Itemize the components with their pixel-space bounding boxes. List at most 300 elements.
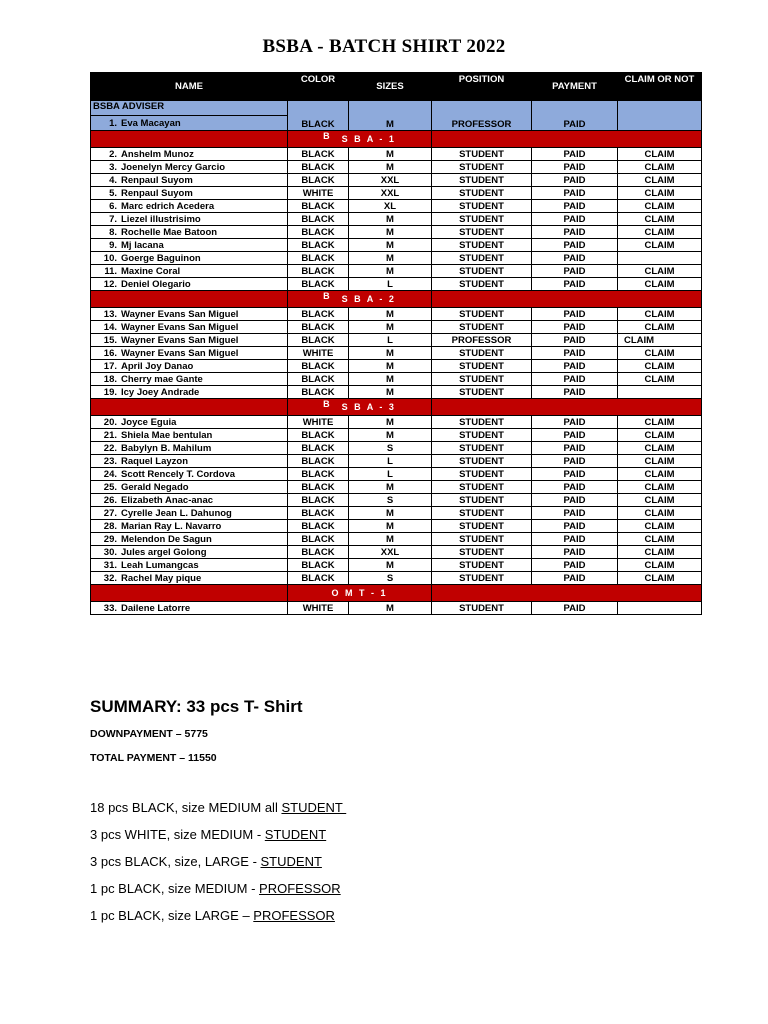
claim-cell: CLAIM	[618, 347, 702, 360]
claim-cell: CLAIM	[618, 429, 702, 442]
payment-cell: PAID	[532, 213, 618, 226]
adviser-payment: PAID	[532, 101, 618, 131]
table-row	[91, 347, 702, 360]
table-row	[91, 334, 702, 347]
table-row	[91, 360, 702, 373]
row-number: 17.	[103, 360, 117, 372]
row-number: 22.	[103, 442, 117, 454]
name-cell	[91, 200, 288, 213]
payment-cell: PAID	[532, 468, 618, 481]
color-cell: WHITE	[288, 187, 349, 200]
table-row	[91, 520, 702, 533]
color-cell: BLACK	[288, 494, 349, 507]
payment-cell: PAID	[532, 386, 618, 399]
size-cell: M	[349, 161, 432, 174]
row-name: Maxine Coral	[121, 265, 181, 277]
color-cell: BLACK	[288, 572, 349, 585]
claim-cell: CLAIM	[618, 239, 702, 252]
row-number: 10.	[103, 252, 117, 264]
color-cell: BLACK	[288, 559, 349, 572]
claim-cell	[618, 386, 702, 399]
row-number: 15.	[103, 334, 117, 346]
separator-cell	[91, 291, 288, 308]
row-name: Shiela Mae bentulan	[121, 429, 213, 441]
table-row	[91, 386, 702, 399]
group-separator-row	[91, 585, 702, 602]
row-name: Scott Rencely T. Cordova	[121, 468, 236, 480]
table-row	[91, 174, 702, 187]
row-number: 27.	[103, 507, 117, 519]
summary-line-role: STUDENT	[281, 800, 347, 815]
payment-cell: PAID	[532, 360, 618, 373]
table-row	[91, 278, 702, 291]
row-number: 23.	[103, 455, 117, 467]
payment-cell: PAID	[532, 334, 618, 347]
row-name: April Joy Danao	[121, 360, 194, 372]
row-name: Cherry mae Gante	[121, 373, 203, 385]
payment-cell: PAID	[532, 321, 618, 334]
name-cell	[91, 252, 288, 265]
color-cell: BLACK	[288, 239, 349, 252]
name-cell	[91, 533, 288, 546]
size-cell: M	[349, 559, 432, 572]
payment-cell: PAID	[532, 278, 618, 291]
name-cell	[91, 148, 288, 161]
row-number: 16.	[103, 347, 117, 359]
size-cell: L	[349, 278, 432, 291]
size-cell: M	[349, 148, 432, 161]
name-cell	[91, 494, 288, 507]
table-row	[91, 161, 702, 174]
row-number: 9.	[109, 239, 117, 251]
row-number: 21.	[103, 429, 117, 441]
summary-line-text: 1 pc BLACK, size MEDIUM -	[90, 881, 260, 896]
adviser-name: Eva Macayan	[121, 117, 181, 129]
payment-cell: PAID	[532, 308, 618, 321]
payment-cell: PAID	[532, 442, 618, 455]
row-number: 31.	[103, 559, 117, 571]
color-cell: BLACK	[288, 226, 349, 239]
summary-line-role: PROFESSOR	[259, 881, 341, 896]
summary-line	[90, 908, 335, 923]
name-cell	[91, 347, 288, 360]
table-row	[91, 213, 702, 226]
row-name: Goerge Baguinon	[121, 252, 201, 264]
header-payment: PAYMENT	[532, 73, 618, 101]
color-cell: BLACK	[288, 148, 349, 161]
row-name: Icy Joey Andrade	[121, 386, 200, 398]
row-number: 25.	[103, 481, 117, 493]
size-cell: M	[349, 321, 432, 334]
row-number: 13.	[103, 308, 117, 320]
name-cell	[91, 520, 288, 533]
summary-line-text: 18 pcs BLACK, size MEDIUM all	[90, 800, 282, 815]
group-separator-row	[91, 399, 702, 416]
name-cell	[91, 455, 288, 468]
size-cell: M	[349, 252, 432, 265]
claim-cell: CLAIM	[618, 373, 702, 386]
row-name: Wayner Evans San Miguel	[121, 321, 239, 333]
adviser-number: 1.	[109, 117, 117, 129]
page-title: BSBA - BATCH SHIRT 2022	[262, 36, 506, 57]
group-prefix: B	[323, 290, 330, 301]
table-row	[91, 148, 702, 161]
row-number: 2.	[109, 148, 117, 160]
payment-cell: PAID	[532, 455, 618, 468]
row-number: 3.	[109, 161, 117, 173]
color-cell: BLACK	[288, 161, 349, 174]
name-cell	[91, 187, 288, 200]
position-cell: STUDENT	[432, 373, 532, 386]
size-cell: M	[349, 429, 432, 442]
adviser-color: BLACK	[288, 101, 349, 131]
row-name: Mj lacana	[121, 239, 164, 251]
table-row	[91, 533, 702, 546]
position-cell: STUDENT	[432, 468, 532, 481]
claim-cell: CLAIM	[618, 481, 702, 494]
summary-line-role: PROFESSOR	[253, 908, 335, 923]
color-cell: BLACK	[288, 468, 349, 481]
table-row	[91, 572, 702, 585]
summary-line-text: 3 pcs BLACK, size, LARGE -	[90, 854, 261, 869]
name-cell	[91, 572, 288, 585]
summary-title: SUMMARY: 33 pcs T- Shirt	[90, 697, 303, 716]
color-cell: BLACK	[288, 334, 349, 347]
table-row	[91, 252, 702, 265]
summary-line	[90, 881, 341, 896]
name-cell	[91, 321, 288, 334]
size-cell: M	[349, 533, 432, 546]
table-body	[91, 101, 702, 615]
size-cell: M	[349, 481, 432, 494]
color-cell: BLACK	[288, 213, 349, 226]
position-cell: STUDENT	[432, 200, 532, 213]
claim-cell	[618, 252, 702, 265]
size-cell: M	[349, 416, 432, 429]
color-cell: BLACK	[288, 360, 349, 373]
position-cell: STUDENT	[432, 308, 532, 321]
claim-cell: CLAIM	[618, 321, 702, 334]
color-cell: BLACK	[288, 321, 349, 334]
name-cell	[91, 161, 288, 174]
claim-cell: CLAIM	[618, 559, 702, 572]
payment-cell: PAID	[532, 239, 618, 252]
header-color: COLOR	[288, 73, 349, 101]
row-name: Rachel May pique	[121, 572, 202, 584]
header-position: POSITION	[432, 73, 532, 101]
name-cell	[91, 334, 288, 347]
size-cell: M	[349, 308, 432, 321]
size-cell: M	[349, 507, 432, 520]
group-label-cell	[288, 585, 432, 602]
position-cell: STUDENT	[432, 174, 532, 187]
claim-cell: CLAIM	[618, 213, 702, 226]
claim-cell: CLAIM	[618, 494, 702, 507]
table-header-row	[91, 73, 702, 101]
row-number: 18.	[103, 373, 117, 385]
color-cell: BLACK	[288, 429, 349, 442]
claim-cell: CLAIM	[618, 572, 702, 585]
color-cell: BLACK	[288, 533, 349, 546]
payment-cell: PAID	[532, 572, 618, 585]
row-number: 30.	[103, 546, 117, 558]
row-name: Wayner Evans San Miguel	[121, 347, 239, 359]
row-name: Wayner Evans San Miguel	[121, 334, 239, 346]
payment-cell: PAID	[532, 161, 618, 174]
adviser-label: BSBA ADVISER	[91, 101, 288, 116]
adviser-position: PROFESSOR	[432, 101, 532, 131]
row-number: 14.	[103, 321, 117, 333]
table-row	[91, 559, 702, 572]
name-cell	[91, 507, 288, 520]
position-cell: STUDENT	[432, 148, 532, 161]
row-name: Joenelyn Mercy Garcio	[121, 161, 226, 173]
position-cell: STUDENT	[432, 187, 532, 200]
name-cell	[91, 373, 288, 386]
claim-cell: CLAIM	[618, 546, 702, 559]
row-number: 33.	[103, 602, 117, 614]
group-label-cell	[288, 399, 432, 416]
color-cell: WHITE	[288, 416, 349, 429]
row-number: 5.	[109, 187, 117, 199]
claim-cell: CLAIM	[618, 308, 702, 321]
payment-cell: PAID	[532, 174, 618, 187]
name-cell	[91, 546, 288, 559]
payment-cell: PAID	[532, 507, 618, 520]
position-cell: STUDENT	[432, 602, 532, 615]
size-cell: M	[349, 373, 432, 386]
position-cell: STUDENT	[432, 546, 532, 559]
payment-cell: PAID	[532, 200, 618, 213]
row-number: 12.	[103, 278, 117, 290]
summary-line-role: STUDENT	[264, 827, 327, 842]
position-cell: STUDENT	[432, 494, 532, 507]
size-cell: M	[349, 226, 432, 239]
table-row	[91, 481, 702, 494]
size-cell: S	[349, 442, 432, 455]
size-cell: L	[349, 455, 432, 468]
row-name: Dailene Latorre	[121, 602, 191, 614]
position-cell: PROFESSOR	[432, 334, 532, 347]
color-cell: BLACK	[288, 507, 349, 520]
size-cell: XL	[349, 200, 432, 213]
table-row	[91, 429, 702, 442]
position-cell: STUDENT	[432, 278, 532, 291]
row-name: Elizabeth Anac-anac	[121, 494, 214, 506]
size-cell: M	[349, 239, 432, 252]
table-row	[91, 308, 702, 321]
table-row	[91, 265, 702, 278]
size-cell: S	[349, 572, 432, 585]
row-number: 26.	[103, 494, 117, 506]
summary-line	[90, 827, 326, 842]
color-cell: BLACK	[288, 455, 349, 468]
row-name: Anshelm Munoz	[121, 148, 194, 160]
payment-cell: PAID	[532, 226, 618, 239]
row-name: Renpaul Suyom	[121, 187, 193, 199]
claim-cell: CLAIM	[618, 334, 702, 347]
row-number: 4.	[109, 174, 117, 186]
color-cell: BLACK	[288, 386, 349, 399]
row-number: 24.	[103, 468, 117, 480]
size-cell: M	[349, 265, 432, 278]
size-cell: M	[349, 386, 432, 399]
row-name: Cyrelle Jean L. Dahunog	[121, 507, 232, 519]
size-cell: M	[349, 213, 432, 226]
group-label-cell	[288, 131, 432, 148]
name-cell	[91, 416, 288, 429]
position-cell: STUDENT	[432, 572, 532, 585]
batch-shirt-table	[90, 72, 702, 615]
position-cell: STUDENT	[432, 161, 532, 174]
payment-cell: PAID	[532, 559, 618, 572]
table-row	[91, 455, 702, 468]
claim-cell: CLAIM	[618, 161, 702, 174]
name-cell	[91, 308, 288, 321]
position-cell: STUDENT	[432, 442, 532, 455]
color-cell: BLACK	[288, 308, 349, 321]
row-number: 32.	[103, 572, 117, 584]
claim-cell: CLAIM	[618, 174, 702, 187]
row-name: Renpaul Suyom	[121, 174, 193, 186]
position-cell: STUDENT	[432, 559, 532, 572]
summary-line-text: 3 pcs WHITE, size MEDIUM -	[90, 827, 265, 842]
payment-cell: PAID	[532, 148, 618, 161]
row-number: 6.	[109, 200, 117, 212]
group-prefix: B	[323, 130, 330, 141]
size-cell: XXL	[349, 546, 432, 559]
position-cell: STUDENT	[432, 386, 532, 399]
adviser-size: M	[349, 101, 432, 131]
row-name: Marc edrich Acedera	[121, 200, 215, 212]
summary-line-role: STUDENT	[260, 854, 322, 869]
row-number: 29.	[103, 533, 117, 545]
color-cell: BLACK	[288, 252, 349, 265]
table-row	[91, 507, 702, 520]
color-cell: BLACK	[288, 200, 349, 213]
name-cell	[91, 602, 288, 615]
color-cell: BLACK	[288, 265, 349, 278]
color-cell: WHITE	[288, 347, 349, 360]
row-name: Marian Ray L. Navarro	[121, 520, 222, 532]
payment-cell: PAID	[532, 187, 618, 200]
group-separator-row	[91, 131, 702, 148]
color-cell: BLACK	[288, 174, 349, 187]
position-cell: STUDENT	[432, 507, 532, 520]
payment-cell: PAID	[532, 533, 618, 546]
position-cell: STUDENT	[432, 533, 532, 546]
size-cell: XXL	[349, 174, 432, 187]
row-number: 7.	[109, 213, 117, 225]
position-cell: STUDENT	[432, 455, 532, 468]
row-name: Babylyn B. Mahilum	[121, 442, 212, 454]
row-number: 28.	[103, 520, 117, 532]
table-row	[91, 239, 702, 252]
name-cell	[91, 468, 288, 481]
name-cell	[91, 360, 288, 373]
size-cell: M	[349, 347, 432, 360]
row-number: 20.	[103, 416, 117, 428]
row-name: Raquel Layzon	[121, 455, 189, 467]
claim-cell: CLAIM	[618, 265, 702, 278]
payment-cell: PAID	[532, 429, 618, 442]
table-row	[91, 494, 702, 507]
name-cell	[91, 278, 288, 291]
position-cell: STUDENT	[432, 429, 532, 442]
position-cell: STUDENT	[432, 239, 532, 252]
claim-cell: CLAIM	[618, 533, 702, 546]
payment-cell: PAID	[532, 481, 618, 494]
row-name: Leah Lumangcas	[121, 559, 199, 571]
name-cell	[91, 386, 288, 399]
position-cell: STUDENT	[432, 252, 532, 265]
color-cell: BLACK	[288, 278, 349, 291]
table-row	[91, 373, 702, 386]
row-number: 8.	[109, 226, 117, 238]
row-name: Liezel illustrisimo	[121, 213, 201, 225]
summary-total-payment: TOTAL PAYMENT – 11550	[90, 752, 217, 764]
table-row	[91, 468, 702, 481]
name-cell	[91, 265, 288, 278]
claim-cell: CLAIM	[618, 507, 702, 520]
name-cell	[91, 226, 288, 239]
position-cell: STUDENT	[432, 213, 532, 226]
separator-cell	[432, 399, 702, 416]
table-row	[91, 602, 702, 615]
separator-cell	[91, 131, 288, 148]
row-name: Deniel Olegario	[121, 278, 191, 290]
summary-line-text: 1 pc BLACK, size LARGE –	[90, 908, 254, 923]
color-cell: BLACK	[288, 520, 349, 533]
payment-cell: PAID	[532, 416, 618, 429]
row-name: Melendon De Sagun	[121, 533, 212, 545]
payment-cell: PAID	[532, 520, 618, 533]
table-row	[91, 187, 702, 200]
summary-line	[90, 854, 322, 869]
name-cell	[91, 481, 288, 494]
claim-cell: CLAIM	[618, 187, 702, 200]
size-cell: M	[349, 360, 432, 373]
group-label: S B A - 1	[341, 133, 396, 144]
table-row	[91, 226, 702, 239]
header-sizes: SIZES	[349, 73, 432, 101]
color-cell: BLACK	[288, 546, 349, 559]
position-cell: STUDENT	[432, 321, 532, 334]
separator-cell	[432, 131, 702, 148]
header-claim: CLAIM OR NOT	[618, 73, 702, 101]
position-cell: STUDENT	[432, 347, 532, 360]
claim-cell: CLAIM	[618, 278, 702, 291]
separator-cell	[432, 585, 702, 602]
table-row	[91, 546, 702, 559]
row-name: Rochelle Mae Batoon	[121, 226, 218, 238]
position-cell: STUDENT	[432, 226, 532, 239]
claim-cell	[618, 602, 702, 615]
summary-downpayment: DOWNPAYMENT – 5775	[90, 728, 208, 740]
row-name: Jules argel Golong	[121, 546, 207, 558]
row-number: 19.	[103, 386, 117, 398]
size-cell: XXL	[349, 187, 432, 200]
claim-cell: CLAIM	[618, 416, 702, 429]
separator-cell	[91, 399, 288, 416]
adviser-label-row	[91, 101, 702, 116]
name-cell	[91, 239, 288, 252]
position-cell: STUDENT	[432, 360, 532, 373]
group-separator-row	[91, 291, 702, 308]
name-cell	[91, 174, 288, 187]
claim-cell: CLAIM	[618, 360, 702, 373]
size-cell: L	[349, 468, 432, 481]
